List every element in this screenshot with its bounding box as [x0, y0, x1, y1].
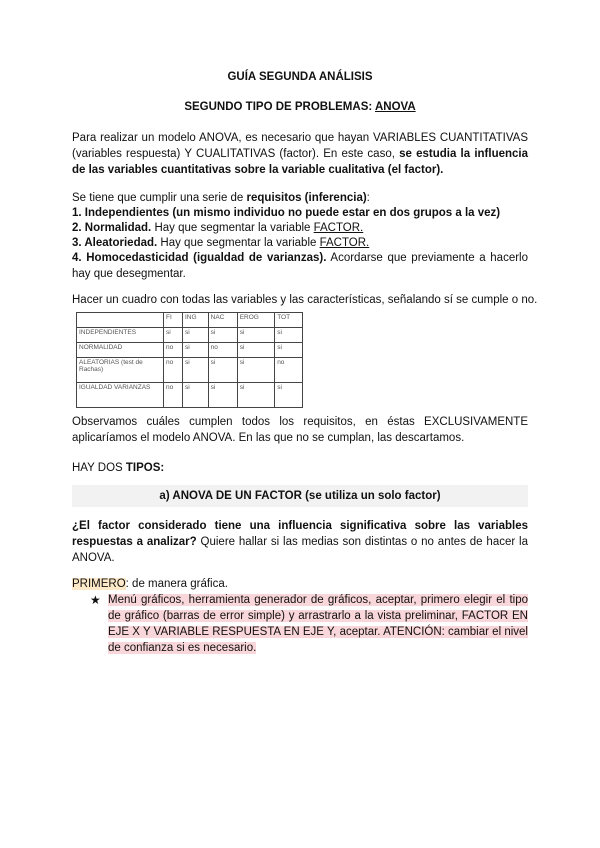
table-cell: ING: [182, 313, 208, 328]
page-subtitle: [0, 101, 600, 113]
requisitos-lead-text: Se tiene que cumplir una serie de: [72, 192, 247, 204]
table-cell: IGUALDAD VARIANZAS: [77, 383, 164, 408]
observamos-paragraph: Observamos cuáles cumplen todos los requisitos, en éstas EXCLUSIVAMENTE aplicaríamos el modelo ANOVA. En las que no se cumplan, las descartamos.: [72, 416, 528, 444]
table-row: [77, 358, 303, 383]
requisito-3: [72, 235, 528, 251]
requisito-2: [72, 220, 528, 236]
requisitos-lead: [72, 190, 528, 206]
intro-paragraph: [72, 130, 528, 178]
table-cell: no: [164, 343, 183, 358]
subtitle-prefix: SEGUNDO TIPO DE PROBLEMAS:: [184, 101, 375, 113]
hay-dos-prefix: HAY DOS: [72, 462, 126, 474]
table-cell: INDEPENDIENTES: [77, 328, 164, 343]
table-cell: ALEATORIAS (test de Rachas): [77, 358, 164, 383]
requisito-3-text: Hay que segmentar la variable: [157, 237, 320, 249]
star-bullet-icon: ★: [90, 593, 101, 607]
requisito-3-title: 3. Aleatoriedad.: [72, 237, 158, 249]
table-cell: si: [237, 383, 274, 408]
table-cell: si: [275, 343, 303, 358]
table-header-row: [77, 313, 303, 328]
question-bold: ¿El factor considerado tiene una influencia significativa sobre las variables respuestas a analizar?: [72, 520, 528, 548]
intro-bold-text: se estudia la influencia de las variables cuantitativas sobre la variable cualitativa (el factor).: [72, 148, 528, 176]
table-row: [77, 383, 303, 408]
requisitos-table: [76, 312, 303, 408]
table-intro: Hacer un cuadro con todas las variables y las características, señalando sí se cumple o no.: [72, 294, 538, 306]
table-cell: si: [182, 358, 208, 383]
table-cell: si: [182, 328, 208, 343]
page-title: GUÍA SEGUNDA ANÁLISIS: [227, 71, 373, 83]
table-cell: si: [237, 328, 274, 343]
table-cell: FI: [164, 313, 183, 328]
primero-rest: : de manera gráfica.: [125, 578, 228, 590]
table-cell: no: [164, 383, 183, 408]
requisito-1: 1. Independientes (un mismo individuo no puede estar en dos grupos a la vez): [72, 207, 501, 219]
bullet-highlight: Menú gráficos, herramienta generador de gráficos, aceptar, primero elegir el tipo de gráfico (barras de error simple) y arrastrarlo a la vista preliminar, FACTOR EN EJE X Y VARIABLE RESPUESTA EN EJE Y, aceptar. ATENCIÓN: cambiar el nivel de confianza si es necesario.: [108, 594, 528, 654]
primero-label: PRIMERO: [72, 578, 126, 590]
requisito-4-text: Acordarse que previamente a hacerlo hay que desegmentar.: [72, 252, 528, 280]
section-a-heading: a) ANOVA DE UN FACTOR (se utiliza un solo factor): [72, 485, 528, 507]
table-cell: TOT: [275, 313, 303, 328]
table-cell: si: [208, 358, 237, 383]
table-cell: si: [182, 383, 208, 408]
question-paragraph: [72, 518, 528, 566]
requisito-2-title: 2. Normalidad.: [72, 222, 152, 234]
table-cell: NAC: [208, 313, 237, 328]
bullet-text: [108, 592, 528, 656]
table-cell: si: [275, 383, 303, 408]
table-cell: no: [208, 343, 237, 358]
table-cell: si: [208, 328, 237, 343]
requisito-4: [72, 250, 528, 282]
requisitos-lead-bold: requisitos (inferencia): [246, 192, 367, 204]
table-cell: si: [164, 328, 183, 343]
requisito-3-factor: FACTOR.: [319, 237, 370, 249]
requisito-2-factor: FACTOR.: [313, 222, 364, 234]
question-rest: Quiere hallar si las medias son distintas o no antes de hacer la ANOVA.: [72, 536, 528, 564]
hay-dos-tipos: [72, 460, 528, 476]
table-cell: si: [237, 343, 274, 358]
table-cell: si: [275, 328, 303, 343]
requisitos-lead-end: :: [366, 192, 370, 204]
hay-dos-bold: TIPOS:: [125, 462, 165, 474]
requisito-4-title: 4. Homocedasticidad (igualdad de varianzas).: [72, 252, 327, 264]
table-cell: si: [237, 358, 274, 383]
table-cell: EROG: [237, 313, 274, 328]
table-cell: si: [182, 343, 208, 358]
requisito-2-text: Hay que segmentar la variable: [151, 222, 314, 234]
table-cell: [77, 313, 164, 328]
intro-text: Para realizar un modelo ANOVA, es necesario que hayan VARIABLES CUANTITATIVAS (variables respuesta) Y CUALITATIVAS (factor). En este caso,: [72, 132, 528, 160]
table-row: [77, 343, 303, 358]
table-cell: si: [208, 383, 237, 408]
subtitle-anova: ANOVA: [374, 101, 416, 113]
table-cell: no: [275, 358, 303, 383]
table-row: [77, 328, 303, 343]
table-cell: no: [164, 358, 183, 383]
table-cell: NORMALIDAD: [77, 343, 164, 358]
primero-line: [72, 576, 528, 592]
